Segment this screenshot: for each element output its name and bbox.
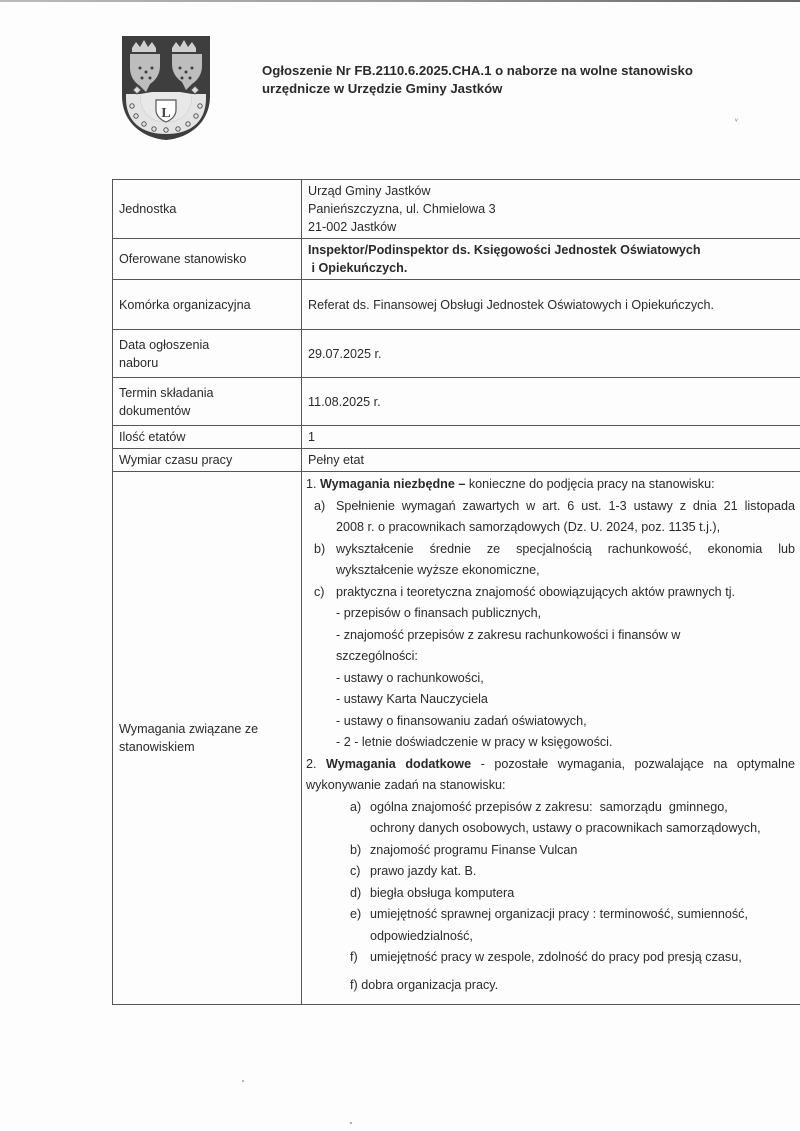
item-text bbox=[370, 904, 795, 947]
item-marker: c) bbox=[314, 584, 325, 599]
additional-requirement-item bbox=[306, 947, 795, 969]
sub-requirement: - ustawy o finansowaniu zadań oświatowych, bbox=[336, 713, 587, 728]
section-2-heading bbox=[306, 754, 795, 776]
additional-requirement-item bbox=[306, 883, 795, 905]
item-text: prawo jazdy kat. B. bbox=[370, 864, 477, 878]
position-line-1: Inspektor/Podinspektor ds. Księgowości Jednostek Oświatowych bbox=[308, 243, 701, 257]
value-wymiar: Pełny etat bbox=[302, 449, 800, 472]
job-offer-table bbox=[112, 179, 800, 1005]
label-data-ogloszenia bbox=[113, 330, 302, 378]
coat-of-arms-icon bbox=[120, 34, 212, 142]
item-line-2: 2008 r. o pracownikach samorządowych (Dz. U. 2024, poz. 1135 t.j.), bbox=[336, 520, 721, 534]
additional-requirement-last: f) dobra organizacja pracy. bbox=[350, 977, 499, 992]
sub-requirement: - 2 - letnie doświadczenie w pracy w księgowości. bbox=[336, 735, 613, 749]
table-row-ilosc-etatow bbox=[113, 426, 800, 449]
item-text bbox=[370, 797, 795, 840]
value-jednostka bbox=[302, 180, 800, 239]
label-line-1: Data ogłoszenia bbox=[119, 337, 210, 352]
scan-artifact-mark: ᵥ bbox=[735, 114, 738, 123]
additional-requirement-item bbox=[306, 904, 795, 947]
item-line-2: odpowiedzialność, bbox=[370, 928, 473, 943]
sub-requirement: - ustawy Karta Nauczyciela bbox=[336, 692, 488, 706]
item-line-2: wykształcenie wyższe ekonomiczne, bbox=[336, 563, 540, 577]
scan-speck bbox=[350, 1122, 352, 1124]
label-line-1: Wymagania związane ze bbox=[119, 722, 259, 736]
table-row-data-ogloszenia bbox=[113, 330, 800, 378]
item-marker: a) bbox=[314, 498, 326, 513]
section-heading: Wymagania dodatkowe bbox=[326, 756, 472, 771]
section-heading: Wymagania niezbędne – bbox=[320, 477, 466, 491]
unit-address: Panieńszczyzna, ul. Chmielowa 3 bbox=[308, 202, 496, 216]
item-line-1: ogólna znajomość przepisów z zakresu: samorządu gminnego, bbox=[370, 799, 728, 814]
item-marker: e) bbox=[350, 907, 362, 921]
item-line-1: praktyczna i teoretyczna znajomość obowiązujących aktów prawnych tj. bbox=[336, 584, 735, 599]
scan-speck bbox=[242, 1080, 244, 1082]
requirement-item bbox=[306, 496, 795, 539]
item-marker: a) bbox=[350, 799, 362, 814]
item-line-1: umiejętność sprawnej organizacji pracy : terminowość, sumienność, bbox=[370, 907, 748, 921]
svg-text:L: L bbox=[161, 106, 171, 121]
item-marker: b) bbox=[350, 842, 362, 857]
label-komorka: Komórka organizacyjna bbox=[113, 280, 302, 330]
item-line-1: Spełnienie wymagań zawartych w art. 6 ust. 1-3 ustawy z dnia 21 listopada bbox=[336, 498, 795, 513]
item-text: biegła obsługa komputera bbox=[370, 885, 515, 900]
item-line-1: wykształcenie średnie ze specjalnością rachunkowość, ekonomia lub bbox=[336, 541, 795, 556]
value-termin: 11.08.2025 r. bbox=[302, 378, 800, 426]
section-description: konieczne do podjęcia pracy na stanowisku: bbox=[465, 477, 715, 491]
scan-top-edge bbox=[0, 0, 800, 2]
item-text bbox=[336, 496, 795, 539]
table-row-stanowisko bbox=[113, 239, 800, 280]
item-marker: d) bbox=[350, 885, 362, 900]
sub-requirement: - ustawy o rachunkowości, bbox=[336, 670, 484, 685]
value-data-ogloszenia: 29.07.2025 r. bbox=[302, 330, 800, 378]
item-text: umiejętność pracy w zespole, zdolność do pracy pod presją czasu, bbox=[370, 950, 742, 964]
item-text: znajomość programu Finanse Vulcan bbox=[370, 842, 578, 857]
table-row-wymiar bbox=[113, 449, 800, 472]
value-ilosc-etatow: 1 bbox=[302, 426, 800, 449]
sub-requirement: szczególności: bbox=[336, 649, 418, 663]
requirement-item bbox=[306, 582, 795, 604]
label-stanowisko: Oferowane stanowisko bbox=[113, 239, 302, 280]
announcement-title bbox=[262, 62, 693, 98]
table-row-termin bbox=[113, 378, 800, 426]
value-komorka: Referat ds. Finansowej Obsługi Jednostek Oświatowych i Opiekuńczych. bbox=[302, 280, 800, 330]
additional-requirement-item bbox=[306, 861, 795, 883]
label-termin bbox=[113, 378, 302, 426]
table-row-komorka bbox=[113, 280, 800, 330]
title-line-2: urzędnicze w Urzędzie Gminy Jastków bbox=[262, 81, 503, 96]
label-wymagania bbox=[113, 472, 302, 1005]
item-text bbox=[336, 582, 795, 604]
section-1-heading bbox=[306, 474, 795, 496]
position-line-2: i Opiekuńczych. bbox=[308, 261, 408, 275]
unit-name: Urząd Gminy Jastków bbox=[308, 184, 431, 198]
item-text bbox=[336, 539, 795, 582]
section-number: 1. bbox=[306, 477, 317, 491]
value-stanowisko bbox=[302, 239, 800, 280]
additional-requirement-item bbox=[306, 797, 795, 840]
label-line-2: naboru bbox=[119, 355, 159, 370]
additional-requirement-item bbox=[306, 840, 795, 862]
sub-requirement: - przepisów o finansach publicznych, bbox=[336, 606, 542, 620]
requirement-item bbox=[306, 539, 795, 582]
value-wymagania bbox=[302, 472, 800, 1005]
section-number: 2. bbox=[306, 756, 317, 771]
item-marker: f) bbox=[350, 950, 358, 964]
title-line-1: Ogłoszenie Nr FB.2110.6.2025.CHA.1 o naborze na wolne stanowisko bbox=[262, 63, 693, 78]
label-wymiar: Wymiar czasu pracy bbox=[113, 449, 302, 472]
item-line-2: ochrony danych osobowych, ustawy o pracownikach samorządowych, bbox=[370, 821, 761, 835]
section-description-cont: wykonywanie zadań na stanowisku: bbox=[306, 778, 506, 792]
label-line-2: stanowiskiem bbox=[119, 740, 195, 754]
label-jednostka: Jednostka bbox=[113, 180, 302, 239]
section-description: - pozostałe wymagania, pozwalające na optymalne bbox=[471, 756, 795, 771]
table-row-jednostka bbox=[113, 180, 800, 239]
table-row-wymagania bbox=[113, 472, 800, 1005]
item-marker: c) bbox=[350, 864, 361, 878]
sub-requirement: - znajomość przepisów z zakresu rachunkowości i finansów w bbox=[336, 627, 681, 642]
label-ilosc-etatow: Ilość etatów bbox=[113, 426, 302, 449]
label-line-2: dokumentów bbox=[119, 403, 191, 418]
label-line-1: Termin składania bbox=[119, 385, 214, 400]
item-marker: b) bbox=[314, 541, 326, 556]
unit-postcode: 21-002 Jastków bbox=[308, 220, 397, 234]
